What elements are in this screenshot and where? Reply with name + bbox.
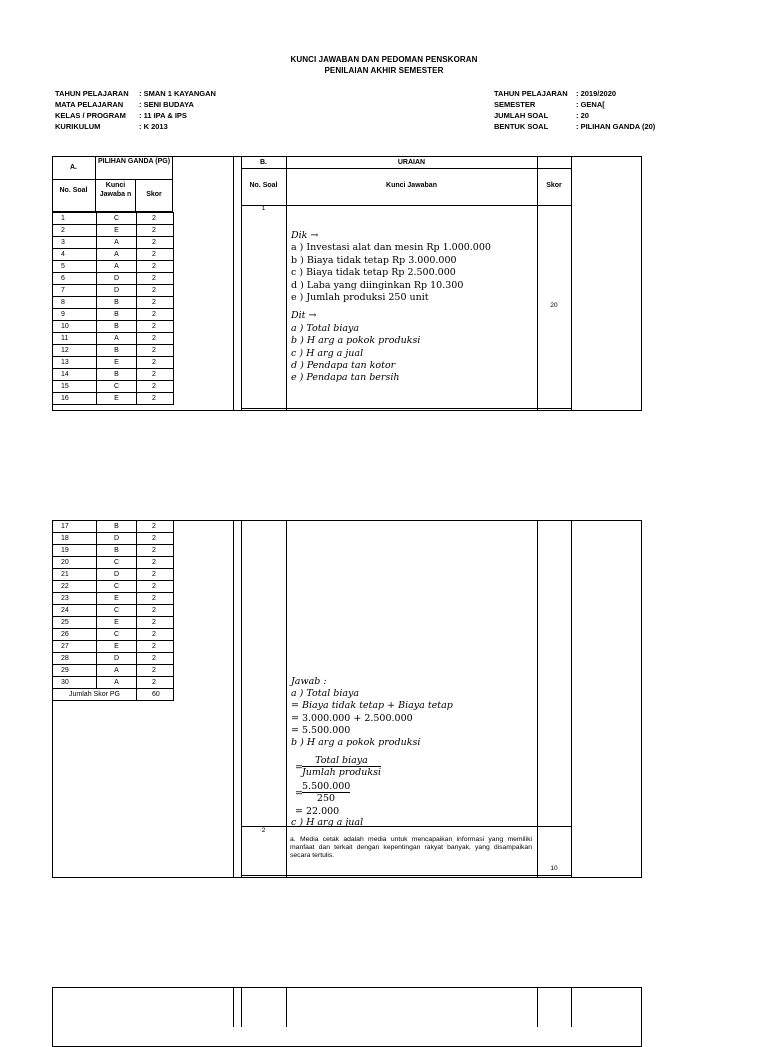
uraian-q2-no: 2	[261, 827, 266, 834]
pg-kunci: A	[97, 249, 137, 261]
pg-no: 15	[53, 381, 97, 393]
dik-item: c ) Biaya tidak tetap Rp 2.500.000	[291, 267, 456, 279]
divider	[241, 205, 572, 206]
pg-kunci: E	[97, 617, 137, 629]
pg-row	[53, 557, 174, 569]
header-key: JUMLAH SOAL	[494, 111, 549, 120]
pg-row	[53, 665, 174, 677]
pg-skor: 2	[137, 309, 174, 321]
pg-kunci: D	[97, 569, 137, 581]
pg-row	[53, 533, 174, 545]
pg-skor: 2	[137, 285, 174, 297]
header-key: KURIKULUM	[55, 122, 101, 131]
pg-skor: 2	[137, 261, 174, 273]
pg-skor: 2	[137, 533, 174, 545]
pg-skor: 2	[137, 545, 174, 557]
pg-no: 23	[53, 593, 97, 605]
doc-subtitle: PENILAIAN AKHIR SEMESTER	[324, 66, 444, 75]
pg-total-label: Jumlah Skor PG	[53, 689, 137, 701]
pg-kunci: D	[97, 273, 137, 285]
pg-kunci: E	[97, 593, 137, 605]
divider	[571, 987, 572, 1027]
pg-no: 7	[53, 285, 97, 297]
pg-no: 10	[53, 321, 97, 333]
pg-skor: 2	[137, 605, 174, 617]
header-key: TAHUN PELAJARAN	[55, 89, 129, 98]
fraction-numerator: Total biaya	[315, 755, 368, 766]
pg-kunci: D	[97, 653, 137, 665]
pg-skor: 2	[137, 641, 174, 653]
pg-col-skor: Skor	[136, 180, 173, 212]
fraction-numerator: 5.500.000	[302, 781, 351, 792]
uraian-q1-skor: 20	[550, 302, 558, 309]
header-value: : 2019/2020	[576, 89, 617, 98]
pg-skor: 2	[137, 249, 174, 261]
dik-item: d ) Laba yang diinginkan Rp 10.300	[291, 279, 464, 291]
pg-kunci: D	[97, 533, 137, 545]
pg-row	[53, 521, 174, 533]
header-value: : GENA[	[576, 100, 605, 109]
pg-skor: 2	[137, 569, 174, 581]
header-key: TAHUN PELAJARAN	[494, 89, 568, 98]
pg-row	[53, 369, 174, 381]
pg-kunci: E	[97, 393, 137, 405]
pg-skor: 2	[137, 653, 174, 665]
result-line: = 22.000	[295, 806, 340, 817]
header-left	[55, 88, 216, 132]
pg-skor: 2	[137, 357, 174, 369]
pg-no: 1	[53, 213, 97, 225]
pg-no: 3	[53, 237, 97, 249]
pg-no: 11	[53, 333, 97, 345]
pg-kunci: A	[97, 677, 137, 689]
pg-no: 21	[53, 569, 97, 581]
uraian-col-skor: Skor	[546, 182, 562, 189]
pg-no: 25	[53, 617, 97, 629]
pg-kunci: C	[97, 557, 137, 569]
pg-skor: 2	[137, 617, 174, 629]
dit-label: Dit →	[291, 310, 317, 322]
pg-no: 26	[53, 629, 97, 641]
pg-no: 8	[53, 297, 97, 309]
header-value: : 20	[576, 111, 589, 120]
dik-item: e ) Jumlah produksi 250 unit	[291, 292, 429, 304]
cut-line-text: c ) H arg a jual	[291, 817, 364, 826]
divider	[571, 520, 572, 878]
dit-item: b ) H arg a pokok produksi	[291, 335, 421, 347]
dit-item: e ) Pendapa tan bersih	[291, 372, 400, 384]
pg-section-label: A.	[52, 156, 96, 180]
divider	[286, 520, 287, 878]
pg-row	[53, 393, 174, 405]
header-value: : SENI BUDAYA	[139, 100, 194, 109]
pg-skor: 2	[137, 381, 174, 393]
pg-skor: 2	[137, 213, 174, 225]
pg-no: 9	[53, 309, 97, 321]
pg-no: 19	[53, 545, 97, 557]
divider	[286, 156, 287, 411]
pg-row	[53, 629, 174, 641]
pg-no: 28	[53, 653, 97, 665]
pg-row	[53, 237, 174, 249]
pg-kunci: B	[97, 321, 137, 333]
answer-table-page3	[52, 987, 642, 1047]
pg-no: 16	[53, 393, 97, 405]
pg-kunci: E	[97, 357, 137, 369]
uraian-title: URAIAN	[397, 159, 426, 166]
uraian-section-label: B.	[260, 159, 267, 166]
pg-no: 24	[53, 605, 97, 617]
pg-skor: 2	[137, 333, 174, 345]
divider	[241, 168, 572, 169]
pg-row	[53, 357, 174, 369]
jawab-line: b ) H arg a pokok produksi	[291, 737, 421, 749]
pg-kunci: E	[97, 225, 137, 237]
pg-kunci: B	[97, 369, 137, 381]
pg-no: 17	[53, 521, 97, 533]
dit-item: a ) Total biaya	[291, 322, 360, 334]
pg-title: PILIHAN GANDA (PG)	[96, 156, 173, 180]
dik-item: b ) Biaya tidak tetap Rp 3.000.000	[291, 254, 457, 266]
pg-no: 5	[53, 261, 97, 273]
pg-row	[53, 333, 174, 345]
pg-row	[53, 321, 174, 333]
pg-kunci: B	[97, 345, 137, 357]
uraian-q2-skor: 10	[550, 865, 558, 872]
pg-no: 30	[53, 677, 97, 689]
doc-title: KUNCI JAWABAN DAN PEDOMAN PENSKORAN	[290, 55, 478, 64]
divider	[241, 987, 242, 1027]
pg-skor: 2	[137, 237, 174, 249]
divider	[233, 520, 234, 878]
divider	[286, 987, 287, 1027]
jawab-line: = Biaya tidak tetap + Biaya tetap	[291, 700, 453, 712]
dik-label: Dik →	[291, 230, 319, 241]
divider	[537, 520, 538, 878]
pg-skor: 2	[137, 629, 174, 641]
pg-row	[53, 381, 174, 393]
pg-row	[53, 581, 174, 593]
pg-kunci: A	[97, 237, 137, 249]
divider	[537, 987, 538, 1027]
pg-skor: 2	[137, 557, 174, 569]
fraction-denominator: Jumlah produksi	[302, 767, 381, 778]
pg-col-no: No. Soal	[52, 180, 96, 212]
fraction-denominator: 250	[316, 793, 336, 804]
uraian-q1-no: 1	[261, 205, 266, 212]
pg-skor: 2	[137, 581, 174, 593]
pg-row	[53, 273, 174, 285]
pg-kunci: C	[97, 581, 137, 593]
pg-skor: 2	[137, 665, 174, 677]
pg-no: 20	[53, 557, 97, 569]
pg-kunci: C	[97, 213, 137, 225]
pg-kunci: C	[97, 381, 137, 393]
uraian-col-no: No. Soal	[249, 182, 278, 189]
pg-no: 14	[53, 369, 97, 381]
uraian-q2-answer: a. Media cetak adalah media untuk mencapaikan informasi yang memiliki manfaat dan terkait dengan kepentingan rakyat banyak, yang disampaikan secara tertulis.	[290, 836, 532, 860]
jawab-line: a ) Total biaya	[291, 688, 360, 700]
pg-skor: 2	[137, 393, 174, 405]
pg-row	[53, 249, 174, 261]
pg-row	[53, 677, 174, 689]
pg-no: 27	[53, 641, 97, 653]
divider	[233, 987, 234, 1027]
dit-item: c ) H arg a jual	[291, 347, 364, 359]
pg-row	[53, 605, 174, 617]
header-value: : 11 IPA & IPS	[139, 111, 187, 120]
pg-no: 2	[53, 225, 97, 237]
pg-skor: 2	[137, 677, 174, 689]
pg-row	[53, 545, 174, 557]
pg-kunci: B	[97, 521, 137, 533]
pg-row	[53, 285, 174, 297]
pg-no: 4	[53, 249, 97, 261]
header-value: : SMAN 1 KAYANGAN	[139, 89, 216, 98]
header-key: MATA PELAJARAN	[55, 100, 124, 109]
pg-kunci: C	[97, 629, 137, 641]
pg-row	[53, 653, 174, 665]
pg-row	[53, 617, 174, 629]
header-right	[494, 88, 666, 132]
pg-kunci: A	[97, 333, 137, 345]
pg-total-row	[53, 689, 174, 701]
pg-skor: 2	[137, 225, 174, 237]
divider	[241, 156, 242, 411]
dik-item: a ) Investasi alat dan mesin Rp 1.000.000	[291, 242, 491, 254]
pg-kunci: B	[97, 297, 137, 309]
jawab-line: = 5.500.000	[291, 724, 351, 736]
divider	[241, 875, 572, 876]
pg-table-page2	[52, 520, 174, 701]
uraian-col-kunci: Kunci Jawaban	[386, 182, 437, 189]
pg-no: 6	[53, 273, 97, 285]
pg-kunci: B	[97, 309, 137, 321]
pg-skor: 2	[137, 521, 174, 533]
pg-skor: 2	[137, 273, 174, 285]
header-key: KELAS / PROGRAM	[55, 111, 126, 120]
divider	[233, 156, 234, 411]
pg-no: 13	[53, 357, 97, 369]
pg-no: 29	[53, 665, 97, 677]
pg-total-value: 60	[137, 689, 174, 701]
pg-no: 18	[53, 533, 97, 545]
pg-row	[53, 309, 174, 321]
pg-no: 12	[53, 345, 97, 357]
pg-skor: 2	[137, 593, 174, 605]
pg-row	[53, 593, 174, 605]
pg-row	[53, 297, 174, 309]
pg-row	[53, 345, 174, 357]
pg-table-page1	[52, 212, 174, 405]
jawab-block	[291, 676, 453, 749]
cut-line	[291, 817, 363, 826]
jawab-line: = 3.000.000 + 2.500.000	[291, 712, 413, 724]
divider	[241, 408, 572, 409]
divider	[241, 826, 572, 827]
jawab-label: Jawab :	[291, 676, 327, 687]
divider	[571, 156, 572, 411]
pg-skor: 2	[137, 345, 174, 357]
dik-block	[291, 230, 491, 385]
pg-row	[53, 213, 174, 225]
pg-kunci: A	[97, 665, 137, 677]
header-key: SEMESTER	[494, 100, 536, 109]
pg-skor: 2	[137, 321, 174, 333]
dit-item: d ) Pendapa tan kotor	[291, 360, 396, 372]
pg-kunci: A	[97, 261, 137, 273]
header-value: : K 2013	[139, 122, 168, 131]
header-key: BENTUK SOAL	[494, 122, 549, 131]
pg-kunci: D	[97, 285, 137, 297]
pg-skor: 2	[137, 369, 174, 381]
pg-row	[53, 569, 174, 581]
pg-col-kunci: Kunci Jawaba n	[96, 180, 136, 212]
pg-kunci: B	[97, 545, 137, 557]
pg-no: 22	[53, 581, 97, 593]
divider	[537, 156, 538, 411]
pg-row	[53, 261, 174, 273]
pg-skor: 2	[137, 297, 174, 309]
divider	[241, 520, 242, 878]
pg-row	[53, 641, 174, 653]
pg-row	[53, 225, 174, 237]
pg-kunci: E	[97, 641, 137, 653]
pg-kunci: C	[97, 605, 137, 617]
header-value: : PILIHAN GANDA (20)	[576, 122, 656, 131]
